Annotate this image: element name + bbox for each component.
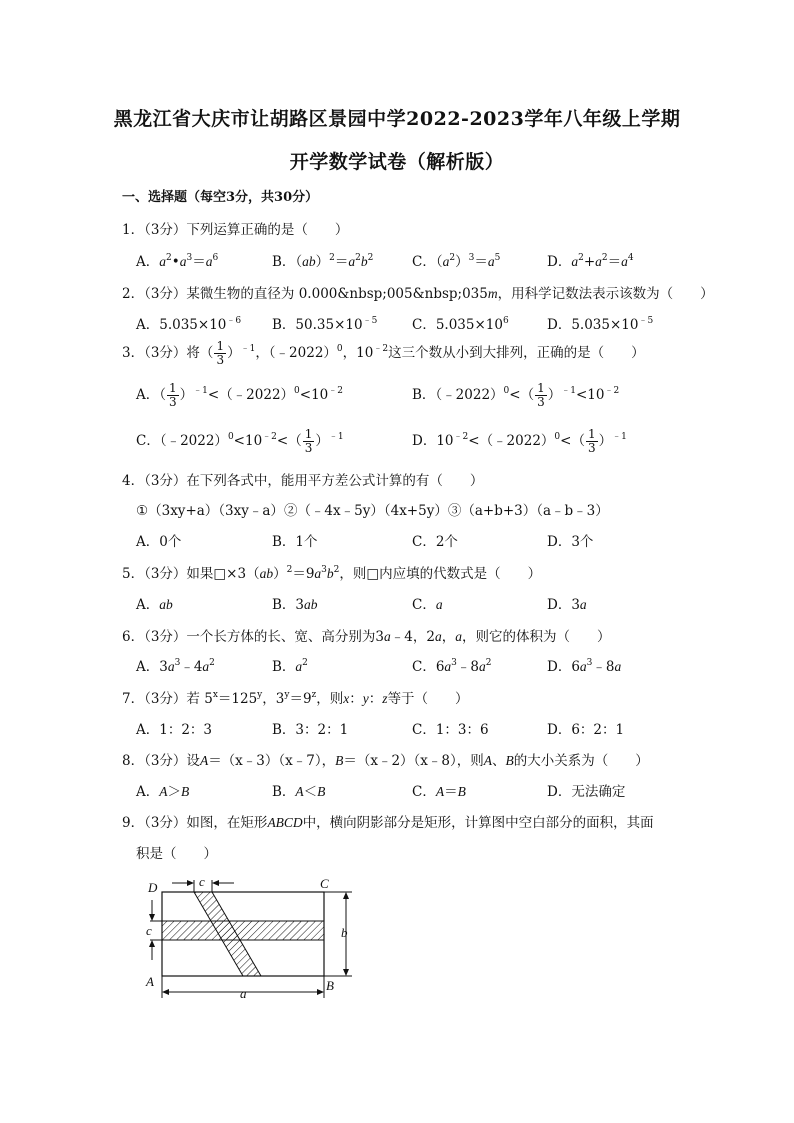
q8-option-b: B．A＜B — [272, 784, 326, 800]
question-6-stem: 6．（3分）一个长方体的长、宽、高分别为3a﹣4，2a，a，则它的体积为（ ） — [122, 629, 611, 645]
label-c-left: c — [146, 923, 152, 938]
q7-option-d: D．6：2：1 — [547, 722, 625, 738]
q1-option-a: A．$a^2•a^3=a^6$ — [136, 253, 219, 270]
question-2-stem: 2．（3分）某微生物的直径为 0.000&nbsp;005&nbsp;035m，用科学记数法表示该数为（ ） — [122, 286, 714, 302]
horizontal-shaded-strip — [162, 921, 324, 940]
q7-option-c: C．1：3：6 — [412, 722, 489, 738]
question-9-stem-line2: 积是（ ） — [136, 846, 217, 862]
q2-option-d: D．$5.035\times 10^{﹣5}$ — [547, 316, 654, 333]
question-4-stem: 4．（3分）在下列各式中，能用平方差公式计算的有（ ） — [122, 473, 484, 489]
q8-option-a: A．A＞B — [136, 784, 190, 800]
q4-option-b: B．1个 — [272, 534, 318, 550]
vertex-c: C — [320, 876, 329, 891]
label-b: b — [341, 925, 348, 940]
q4-expressions: ①（3xy+a）（3xy﹣a）②（﹣4x﹣5y）（4x+5y）③（a+b+3）（a﹣b﹣3） — [136, 503, 609, 519]
q6-option-d: D．$6a^3﹣8a$ — [547, 658, 622, 675]
q8-option-d: D．无法确定 — [547, 784, 626, 800]
rectangle-figure — [140, 870, 380, 1010]
q4-option-c: C．2个 — [412, 534, 458, 550]
q1-option-d: D．$a^2+a^2=a^4$ — [547, 253, 634, 270]
q2-option-b: B．$50.35\times 10^{﹣5}$ — [272, 316, 378, 333]
q6-option-a: A．$3a^3﹣4a^2$ — [136, 658, 215, 675]
vertex-b: B — [326, 978, 334, 993]
q5-option-b: B．3ab — [272, 597, 318, 613]
question-1-stem: 1．（3分）下列运算正确的是（ ） — [122, 222, 349, 238]
q7-option-a: A．1：2：3 — [136, 722, 213, 738]
vertex-d: D — [148, 880, 158, 895]
question-9-stem-line1: 9．（3分）如图，在矩形ABCD中，横向阴影部分是矩形，计算图中空白部分的面积，其面 — [122, 815, 654, 831]
q4-option-d: D．3个 — [547, 534, 594, 550]
q8-option-c: C．A＝B — [412, 784, 466, 800]
q5-option-a: A．ab — [136, 597, 173, 613]
exam-title-line1: 黑龙江省大庆市让胡路区景园中学2022-2023学年八年级上学期 — [113, 108, 681, 130]
question-8-stem: 8．（3分）设A＝（x﹣3）（x﹣7），B＝（x﹣2）（x﹣8），则A、B的大小关系为（ ） — [122, 753, 649, 769]
q1-option-c: C．$(a^2)^3=a^5$ — [412, 253, 501, 270]
q1-option-b: B．$(ab)^2=a^2b^2$ — [272, 253, 374, 270]
q3-option-c: C．$(﹣2022)^0<10^{﹣2}<$（ $\frac{1}{3}$ ）$^{﹣1}$ — [136, 427, 344, 455]
fraction-one-third: $\frac{1}{3}$ — [216, 339, 225, 367]
q6-option-b: B．$a^2$ — [272, 658, 308, 675]
q5-option-d: D．3a — [547, 597, 587, 613]
label-a: a — [240, 986, 247, 1001]
q2-option-c: C．$5.035\times 10^6$ — [412, 316, 509, 333]
label-c-top: c — [199, 874, 205, 889]
exam-title-line2: 开学数学试卷（解析版） — [289, 151, 505, 173]
q5-option-c: C．a — [412, 597, 443, 613]
q2-option-a: A．$5.035\times 10^{﹣6}$ — [136, 316, 242, 333]
q3-option-a: A．（ $\frac{1}{3}$ ）$^{﹣1}<(﹣2022)^0<10^{﹣2}$ — [136, 381, 344, 409]
question-3-stem: 3．（3分）将（ $\frac{1}{3}$ ）$^{﹣1}$，（﹣2022）$^0$，$10^{﹣2}$这三个数从小到大排列，正确的是（ ） — [122, 339, 645, 367]
q6-option-c: C．$6a^3﹣8a^2$ — [412, 658, 492, 675]
question-7-stem: 7．（3分）若 $5^x=125^y$，$3^y=9^z$，则x：y：z等于（ ） — [122, 690, 469, 707]
q7-option-b: B．3：2：1 — [272, 722, 349, 738]
q3-option-d: D．$10^{﹣2}<(﹣2022)^0<$（ $\frac{1}{3}$ ）$^{﹣1}$ — [412, 427, 627, 455]
q3-option-b: B．（﹣2022）$^0$<（ $\frac{1}{3}$ ）$^{﹣1}<10^{﹣2}$ — [412, 381, 620, 409]
section-heading: 一、选择题（每空3分，共30分） — [122, 190, 319, 205]
vertex-a: A — [146, 974, 154, 989]
question-5-stem: 5．（3分）如果$□\times 3(ab)^2=9a^3b^2$，则□内应填的代数式是（ ） — [122, 565, 542, 582]
q4-option-a: A．0个 — [136, 534, 182, 550]
